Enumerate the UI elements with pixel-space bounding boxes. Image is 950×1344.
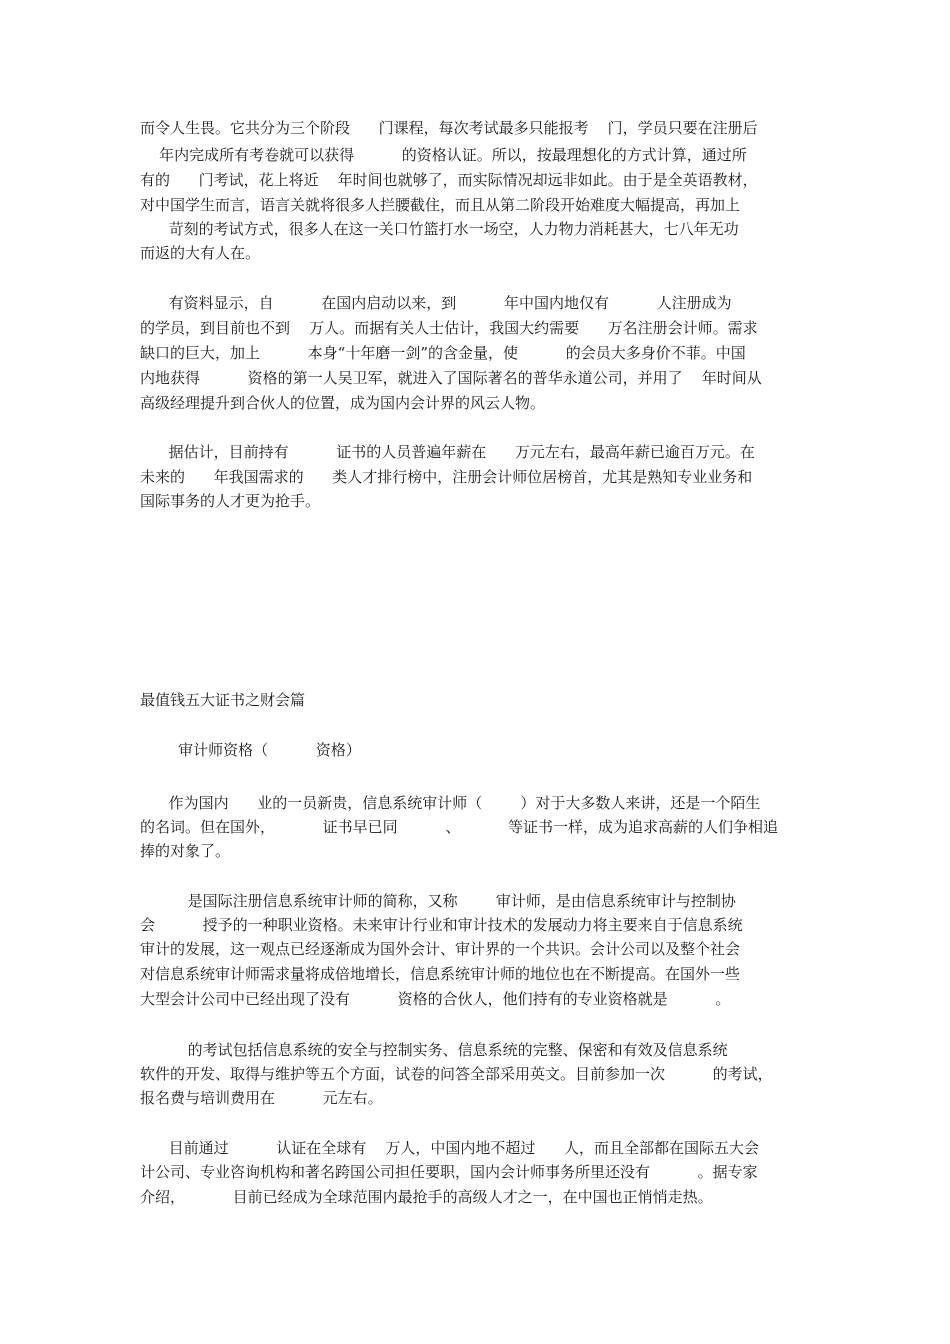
paragraph-1-line-1: 而令人生畏。它共分为三个阶段 门课程，每次考试最多只能报考 门，学员只要在注册后 <box>140 119 758 137</box>
paragraph-4-line-2: 的名词。但在国外， 证书早已同 、 等证书一样，成为追求高薪的人们争相追 <box>140 818 779 836</box>
paragraph-3-line-3: 国际事务的人才更为抢手。 <box>140 492 321 510</box>
subsection-title: 审计师资格（ 资格） <box>140 741 361 759</box>
paragraph-6-line-2: 软件的开发、取得与维护等五个方面，试卷的问答全部采用英文。目前参加一次 的考试， <box>140 1065 773 1083</box>
paragraph-5-line-4: 对信息系统审计师需求量将成倍地增长，信息系统审计师的地位也在不断提高。在国外一些 <box>140 965 741 983</box>
paragraph-6-line-3: 报名费与培训费用在 元左右。 <box>140 1089 383 1107</box>
paragraph-2-line-1: 有资料显示，自 在国内启动以来，到 年中国内地仅有 人注册成为 <box>140 294 732 312</box>
paragraph-1-line-6: 而返的大有人在。 <box>140 244 261 262</box>
paragraph-4-line-3: 捧的对象了。 <box>140 842 231 860</box>
paragraph-5-line-1: 是国际注册信息系统审计师的简称，又称 审计师，是由信息系统审计与控制协 <box>140 892 736 910</box>
paragraph-5-line-5: 大型会计公司中已经出现了没有 资格的合伙人，他们持有的专业资格就是 。 <box>140 990 731 1008</box>
section-title: 最值钱五大证书之财会篇 <box>140 691 306 709</box>
paragraph-1-line-5: 苛刻的考试方式，很多人在这一关口竹篮打水一场空，人力物力消耗甚大，七八年无功 <box>140 220 739 238</box>
paragraph-3-line-2: 未来的 年我国需求的 类人才排行榜中，注册会计师位居榜首，尤其是熟知专业业务和 <box>140 468 753 486</box>
paragraph-1-line-3: 有的 门考试，花上将近 年时间也就够了，而实际情况却远非如此。由于是全英语教材， <box>140 171 758 189</box>
paragraph-3-line-1: 据估计，目前持有 证书的人员普遍年薪在 万元左右，最高年薪已逾百万元。在 <box>140 443 755 461</box>
paragraph-6-line-1: 的考试包括信息系统的安全与控制实务、信息系统的完整、保密和有效及信息系统 <box>140 1041 728 1059</box>
paragraph-2-line-2: 的学员，到目前也不到 万人。而据有关人士估计，我国大约需要 万名注册会计师。需求 <box>140 319 758 337</box>
paragraph-2-line-5: 高级经理提升到合伙人的位置，成为国内会计界的风云人物。 <box>140 394 546 412</box>
paragraph-7-line-3: 介绍， 目前已经成为全球范围内最抢手的高级人才之一，在中国也正悄悄走热。 <box>140 1188 713 1206</box>
paragraph-4-line-1: 作为国内 业的一员新贵，信息系统审计师（ ）对于大多数人来讲，还是一个陌生 <box>140 794 761 812</box>
paragraph-7-line-2: 计公司、专业咨询机构和著名跨国公司担任要职，国内会计师事务所里还没有 。据专家 <box>140 1163 758 1181</box>
paragraph-5-line-2: 会 授予的一种职业资格。未来审计行业和审计技术的发展动力将主要来自于信息系统 <box>140 916 743 934</box>
paragraph-7-line-1: 目前通过 认证在全球有 万人，中国内地不超过 人，而且全部都在国际五大会 <box>140 1139 759 1157</box>
paragraph-1-line-4: 对中国学生而言，语言关就将很多人拦腰截住，而且从第二阶段开始难度大幅提高，再加上 <box>140 196 741 214</box>
paragraph-2-line-4: 内地获得 资格的第一人吴卫军，就进入了国际著名的普华永道公司，并用了 年时间从 <box>140 369 762 387</box>
paragraph-2-line-3: 缺口的巨大，加上 本身“十年磨一剑”的含金量，使 的会员大多身价不菲。中国 <box>140 344 746 362</box>
paragraph-1-line-2: 年内完成所有考卷就可以获得 的资格认证。所以，按最理想化的方式计算，通过所 <box>140 146 747 164</box>
paragraph-5-line-3: 审计的发展，这一观点已经逐渐成为国外会计、审计界的一个共识。会计公司以及整个社会 <box>140 940 741 958</box>
